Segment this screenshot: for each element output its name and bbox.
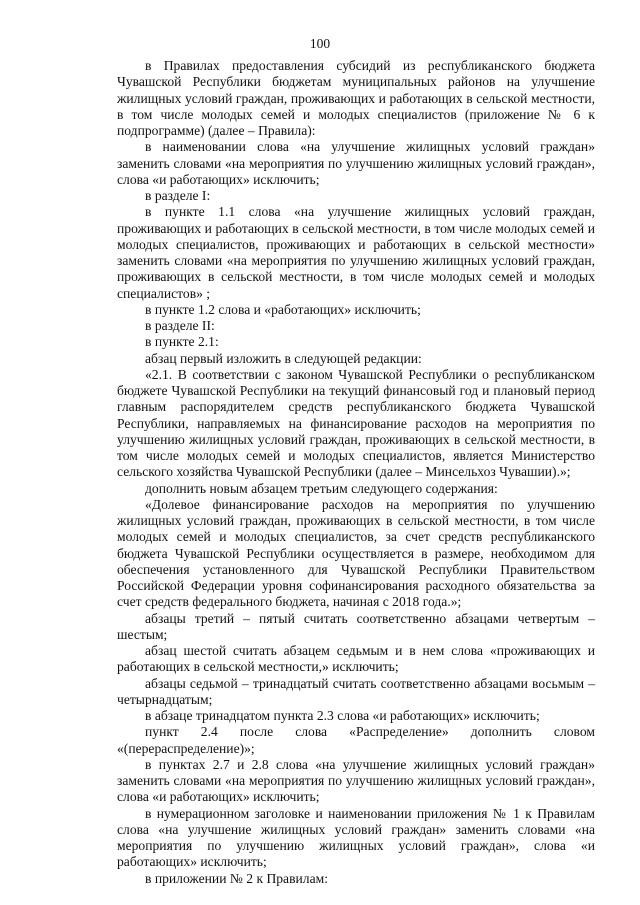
paragraph: в приложении № 2 к Правилам: <box>145 870 328 886</box>
paragraph: в пункте 1.1 слова «на улучшение жилищных условий граждан, проживающих и работающих в сельской местности, в том числе молодых семей и молодых специалистов, проживающих и работающих в сельской местности» заменить словами «на мероприятия по улучшению жилищных условий граждан, проживающих в сельской местности, в том числе молодых семей и молодых специалистов» ; <box>117 204 595 301</box>
paragraph: абзац первый изложить в следующей редакции: <box>145 350 422 366</box>
paragraph: в пункте 1.2 слова и «работающих» исключить; <box>145 301 421 317</box>
paragraph: «Долевое финансирование расходов на мероприятия по улучшению жилищных условий граждан, проживающих в сельской местности, в том числе молодых семей и молодых специалистов, за счет средств республиканского бюджета Чувашской Республики осуществляется в размере, необходимом для обеспечения установленного для Чувашской Республики Правительством Российской Федерации уровня софинансирования расходного обязательства за счет средств федерального бюджета, начиная с 2018 года.»; <box>117 496 595 610</box>
paragraph: абзацы седьмой – тринадцатый считать соответственно абзацами восьмым – четырнадцатым; <box>117 675 595 707</box>
paragraph: в абзаце тринадцатом пункта 2.3 слова «и работающих» исключить; <box>145 708 540 723</box>
paragraph: абзац шестой считать абзацем седьмым и в нем слова «проживающих и работающих в сельской местности,» исключить; <box>117 643 595 675</box>
paragraph: пункт 2.4 после слова «Распределение» дополнить словом «(перераспределение)»; <box>117 724 595 756</box>
paragraph: в нумерационном заголовке и наименовании приложения № 1 к Правилам слова «на улучшение жилищных условий граждан» заменить словами «на мероприятия по улучшению жилищных условий граждан», слова «и работающих» исключить; <box>117 805 595 870</box>
page-number: 100 <box>309 36 331 51</box>
paragraph: абзацы третий – пятый считать соответственно абзацами четвертым – шестым; <box>117 610 595 642</box>
paragraph: в разделе II: <box>145 318 215 333</box>
paragraph: в Правилах предоставления субсидий из республиканского бюджета Чувашской Республики бюджетам муниципальных районов на улучшение жилищных условий граждан, проживающих и работающих в сельской местности, в том числе молодых семей и молодых специалистов (приложение № 6 к подпрограмме) (далее – Правила): <box>117 58 595 138</box>
paragraph: «2.1. В соответствии с законом Чувашской Республики о республиканском бюджете Чувашской Республики на текущий финансовый год и плановый период главным распорядителем средств республиканского бюджета Чувашской Республики, направляемых на финансирование расходов на мероприятия по улучшению жилищных условий граждан, проживающих в сельской местности, в том числе молодых семей и молодых специалистов, является Министерство сельского хозяйства Чувашской Республики (далее – Минсельхоз Чувашии).»; <box>117 366 595 480</box>
paragraph: в наименовании слова «на улучшение жилищных условий граждан» заменить словами «на мероприятия по улучшению жилищных условий граждан», слова «и работающих» исключить; <box>117 139 595 187</box>
paragraph: в разделе I: <box>145 188 211 203</box>
paragraph: в пунктах 2.7 и 2.8 слова «на улучшение жилищных условий граждан» заменить словами «на мероприятия по улучшению жилищных условий граждан», слова «и работающих» исключить; <box>117 756 595 805</box>
paragraph: дополнить новым абзацем третьим следующего содержания: <box>145 480 498 496</box>
paragraph: в пункте 2.1: <box>145 334 219 350</box>
document-body <box>117 58 595 887</box>
